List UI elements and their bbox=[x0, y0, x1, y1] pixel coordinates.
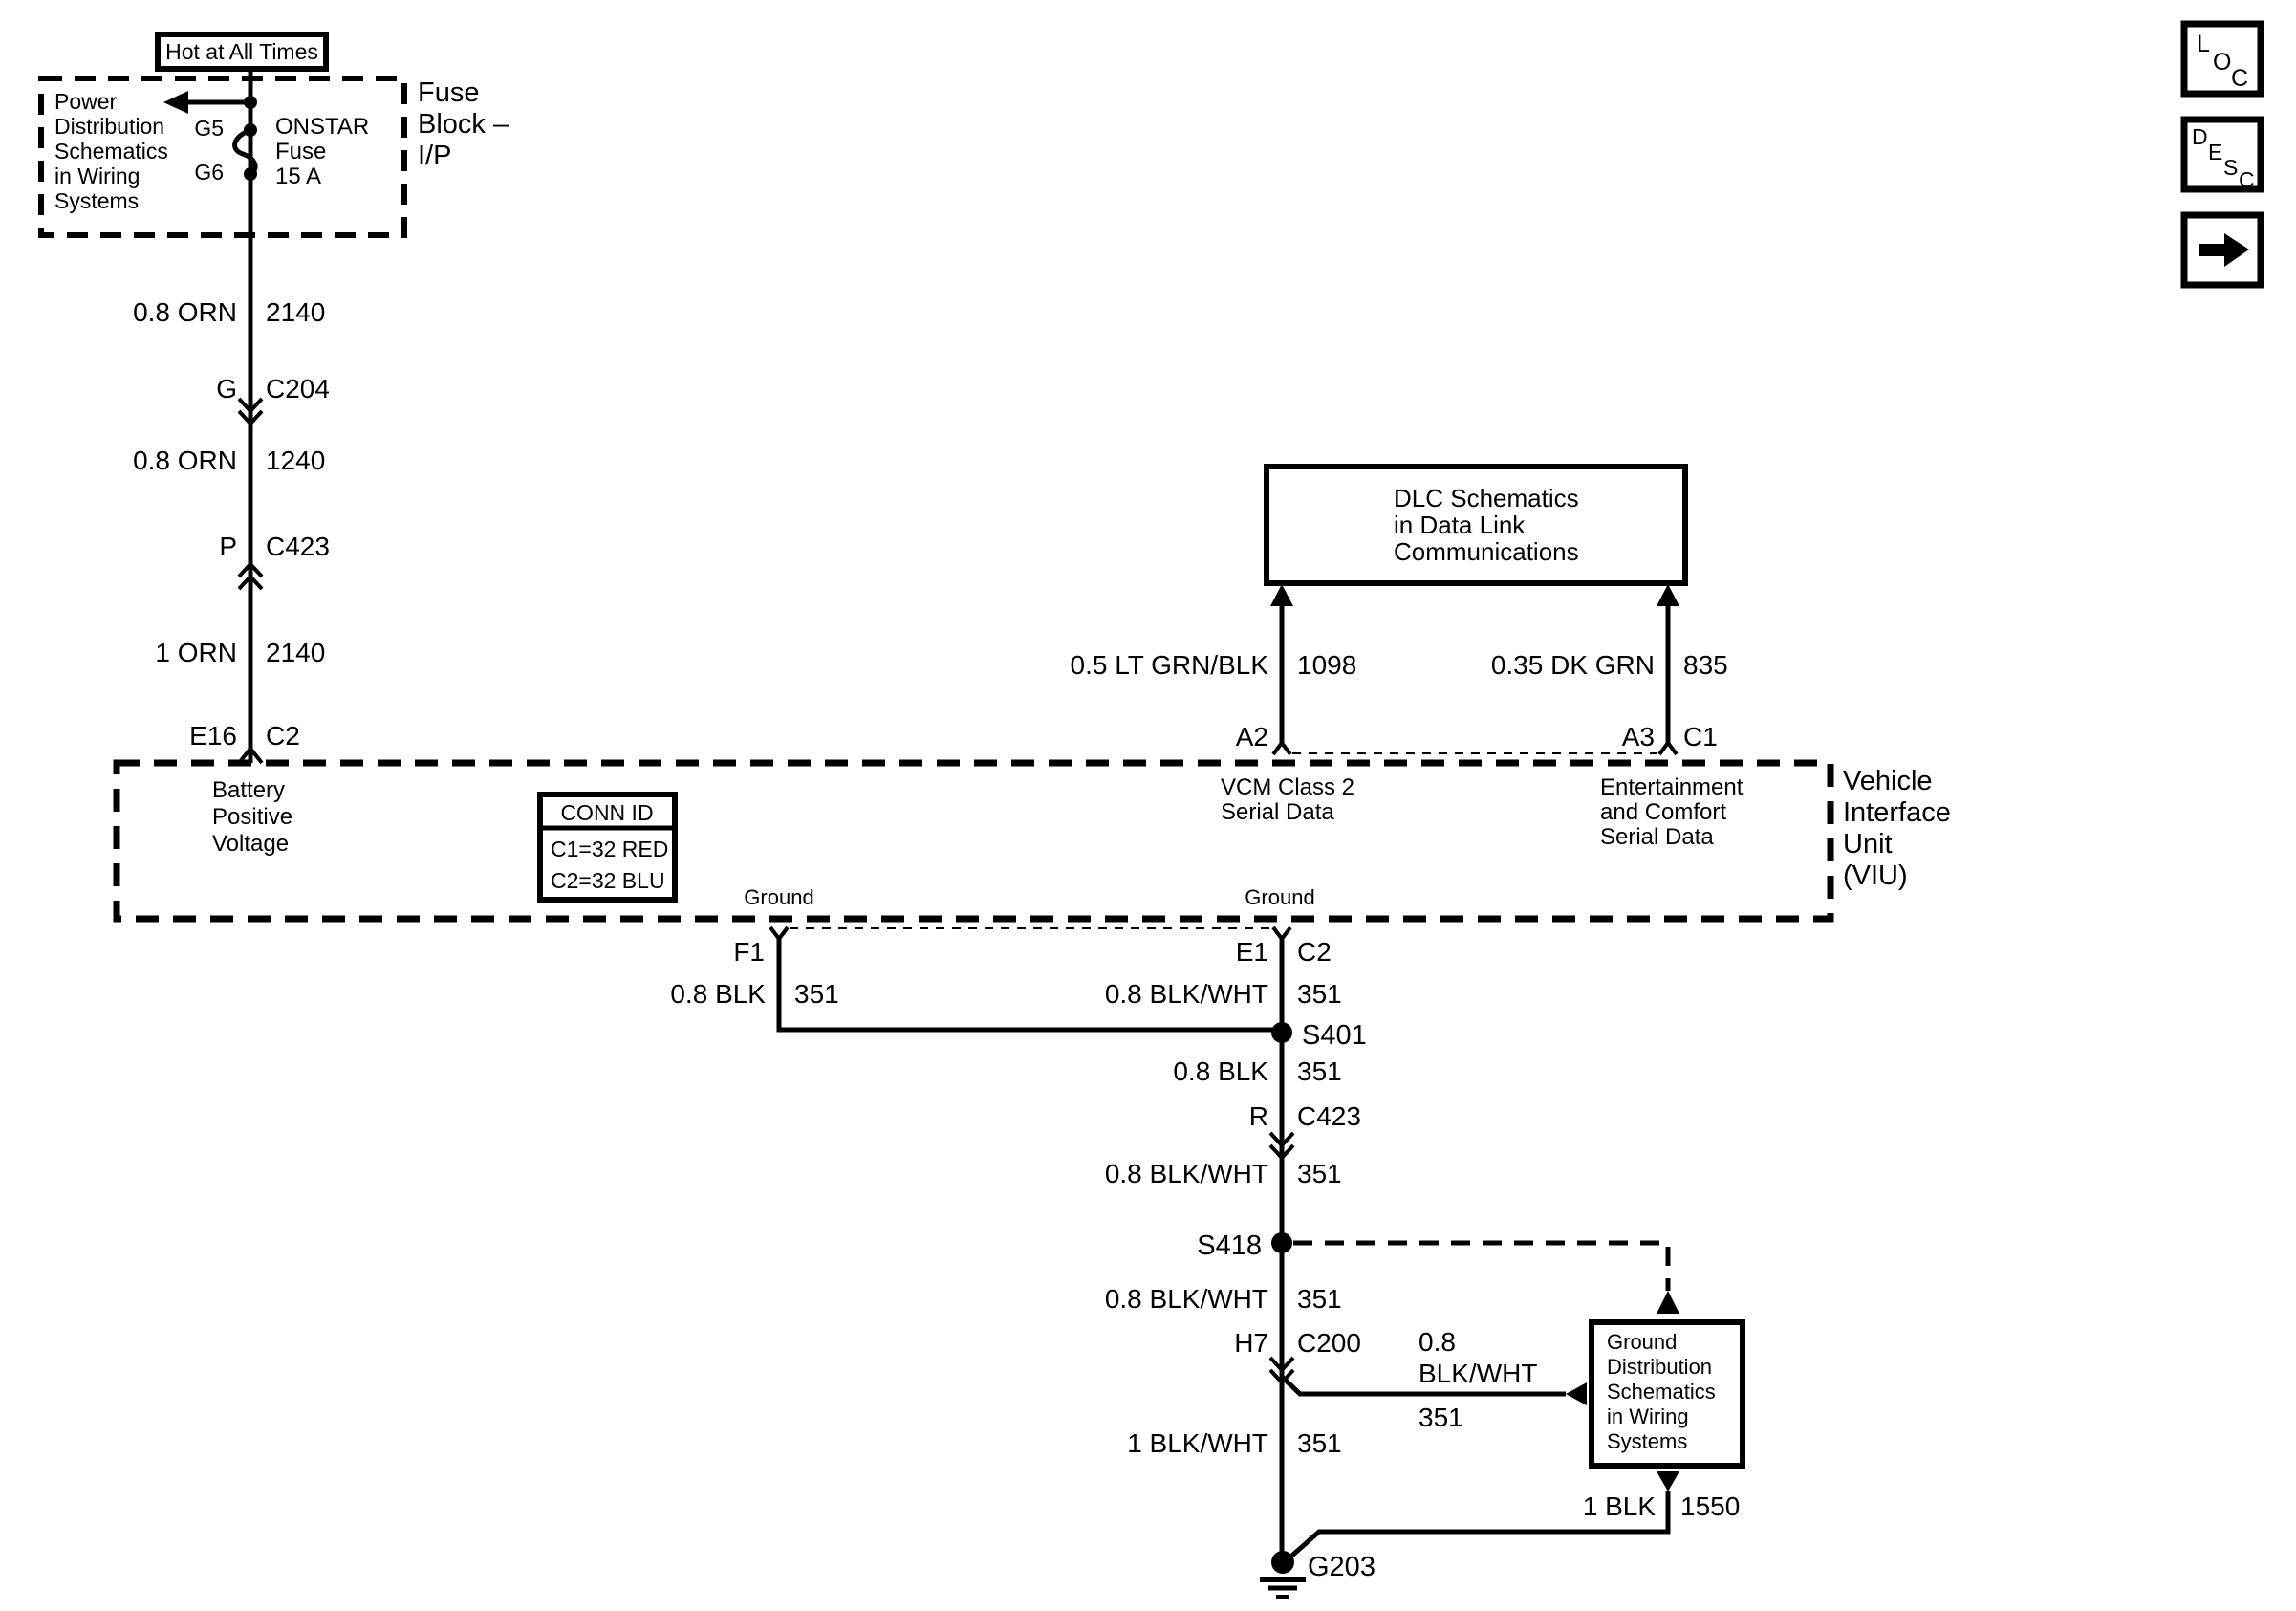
viu-dashed-box bbox=[117, 763, 1830, 919]
viu-title-line: Vehicle bbox=[1843, 766, 1933, 796]
fuse-block-title-line: I/P bbox=[418, 141, 452, 171]
dlc-ref-line: Communications bbox=[1394, 537, 1579, 566]
wire-label: 0.8 BLK/WHT bbox=[1104, 1159, 1268, 1188]
wire-label: 0.35 DK GRN bbox=[1490, 650, 1655, 680]
connector-id: C423 bbox=[1297, 1101, 1361, 1131]
branch-wire-label-line: 0.8 bbox=[1419, 1327, 1456, 1357]
fuse-name-line: Fuse bbox=[275, 139, 327, 164]
pin-exit-icon bbox=[770, 927, 788, 939]
battery-voltage-line: Voltage bbox=[212, 831, 290, 857]
desc-letter: E bbox=[2208, 140, 2223, 164]
fuse-block-section bbox=[41, 34, 509, 235]
ent-function-line: Serial Data bbox=[1600, 824, 1714, 850]
ground-dist-ref-line: Schematics bbox=[1607, 1380, 1716, 1404]
conn-id-header: CONN ID bbox=[560, 800, 654, 825]
desc-letter: C bbox=[2239, 167, 2255, 192]
down-arrow-icon bbox=[1657, 1471, 1679, 1491]
ground-dist-ref-line: Systems bbox=[1607, 1429, 1688, 1453]
viu-title-line: Interface bbox=[1843, 797, 1951, 828]
pin-entry-icon bbox=[1273, 743, 1290, 754]
dlc-ref-line: DLC Schematics bbox=[1394, 484, 1579, 512]
left-arrow-icon bbox=[163, 91, 188, 114]
s418-reference-dashed-wire bbox=[1293, 1243, 1668, 1291]
class2-function-line: Serial Data bbox=[1221, 799, 1334, 825]
circuit-number: 2140 bbox=[266, 638, 326, 667]
conn-id-row: C2=32 BLU bbox=[551, 868, 665, 893]
desc-letter: D bbox=[2192, 124, 2208, 149]
ent-function-line: and Comfort bbox=[1600, 799, 1727, 825]
connector-pin: R bbox=[1248, 1101, 1268, 1131]
viu-pin-label: E16 bbox=[189, 721, 237, 751]
circuit-number: 1240 bbox=[266, 446, 326, 475]
loc-letter: O bbox=[2213, 49, 2232, 76]
splice-dot-s401 bbox=[1271, 1022, 1292, 1043]
connector-pin: G bbox=[216, 374, 237, 403]
viu-pin-label: E1 bbox=[1235, 937, 1268, 967]
wire-label: 0.8 ORN bbox=[133, 297, 237, 327]
dlc-ref-line: in Data Link bbox=[1394, 511, 1526, 539]
ground-dist-ref-line: Distribution bbox=[1607, 1355, 1713, 1379]
viu-pin-label: A2 bbox=[1235, 722, 1268, 751]
viu-title-line: (VIU) bbox=[1843, 860, 1908, 891]
loc-letter: L bbox=[2197, 31, 2210, 57]
viu-title-line: Unit bbox=[1843, 829, 1893, 860]
ground-path-section bbox=[670, 927, 1743, 1597]
wire-label: 1 BLK bbox=[1582, 1491, 1656, 1521]
viu-connector-label: C2 bbox=[1297, 937, 1332, 967]
loc-button[interactable] bbox=[2184, 24, 2261, 94]
ent-function-line: Entertainment bbox=[1600, 774, 1744, 800]
connector-id: C200 bbox=[1297, 1328, 1361, 1358]
conn-id-row: C1=32 RED bbox=[551, 837, 669, 861]
pin-entry-icon bbox=[1659, 743, 1677, 754]
connector-id: C204 bbox=[266, 374, 330, 403]
ground-dist-ref-line: in Wiring bbox=[1607, 1404, 1689, 1428]
wire-label: 0.8 ORN bbox=[133, 446, 237, 475]
circuit-number: 351 bbox=[1297, 1428, 1342, 1458]
left-arrow-icon bbox=[1566, 1382, 1587, 1405]
up-arrow-icon bbox=[1657, 1291, 1679, 1314]
fuse-pin-g5: G5 bbox=[194, 116, 224, 141]
power-dist-ref-line: Distribution bbox=[54, 114, 165, 139]
circuit-number: 351 bbox=[1297, 1056, 1342, 1086]
desc-letter: S bbox=[2223, 155, 2239, 180]
circuit-number: 351 bbox=[794, 979, 839, 1009]
fuse-name-line: 15 A bbox=[275, 163, 322, 189]
viu-pin-label: A3 bbox=[1621, 722, 1655, 751]
wire-label: 0.8 BLK/WHT bbox=[1104, 1284, 1268, 1314]
splice-label: S418 bbox=[1197, 1230, 1262, 1261]
fuse-block-title-line: Fuse bbox=[418, 77, 480, 108]
toolbar bbox=[2184, 24, 2261, 285]
ground-dot bbox=[1271, 1551, 1294, 1574]
branch-wire-label-line: BLK/WHT bbox=[1419, 1359, 1538, 1388]
splice-dot-s418 bbox=[1271, 1232, 1292, 1253]
next-button[interactable] bbox=[2184, 215, 2261, 285]
loc-letter: C bbox=[2231, 65, 2249, 92]
viu-connector-label: C1 bbox=[1683, 722, 1718, 751]
ground-symbol-g203 bbox=[1260, 1551, 1306, 1597]
up-arrow-icon bbox=[1657, 584, 1679, 606]
ground-ref-label: G203 bbox=[1308, 1552, 1375, 1582]
viu-pin-label: F1 bbox=[733, 937, 765, 967]
viu-box-section bbox=[117, 763, 1951, 919]
hot-at-all-times-label: Hot at All Times bbox=[165, 39, 318, 64]
circuit-number: 2140 bbox=[266, 297, 326, 327]
ground-function-label: Ground bbox=[744, 885, 814, 909]
battery-voltage-line: Positive bbox=[212, 804, 293, 830]
wire-label: 0.8 BLK bbox=[1173, 1056, 1268, 1086]
up-arrow-icon bbox=[1270, 584, 1293, 606]
pin-exit-icon bbox=[1273, 927, 1290, 939]
fuse-name-line: ONSTAR bbox=[275, 114, 370, 140]
branch-wire-label-line: 351 bbox=[1419, 1403, 1463, 1432]
wire-label: 0.8 BLK/WHT bbox=[1104, 979, 1268, 1009]
viu-connector-label: C2 bbox=[266, 721, 300, 751]
circuit-number: 1098 bbox=[1297, 650, 1357, 680]
circuit-number: 351 bbox=[1297, 979, 1342, 1009]
wire-label: 1 ORN bbox=[155, 638, 237, 667]
connector-id: C423 bbox=[266, 532, 330, 561]
fuse-pin-g6: G6 bbox=[194, 160, 224, 185]
fuse-block-title-line: Block – bbox=[418, 109, 509, 140]
circuit-number: 835 bbox=[1683, 650, 1728, 680]
power-dist-ref-line: Schematics bbox=[54, 139, 168, 163]
circuit-number: 1550 bbox=[1680, 1491, 1741, 1521]
splice-label: S401 bbox=[1302, 1020, 1367, 1051]
circuit-number: 351 bbox=[1297, 1159, 1342, 1188]
power-dist-ref-line: in Wiring bbox=[54, 163, 141, 188]
connector-pin: H7 bbox=[1234, 1328, 1268, 1358]
circuit-number: 351 bbox=[1297, 1284, 1342, 1314]
power-dist-ref-line: Systems bbox=[54, 188, 140, 213]
dlc-section bbox=[1071, 467, 1728, 754]
wire-label: 0.5 LT GRN/BLK bbox=[1070, 650, 1268, 680]
wire-label: 1 BLK/WHT bbox=[1127, 1428, 1268, 1458]
connector-pin: P bbox=[219, 532, 237, 561]
right-arrow-shaft bbox=[2199, 244, 2224, 256]
conn-id-table bbox=[540, 795, 675, 900]
class2-function-line: VCM Class 2 bbox=[1221, 774, 1355, 800]
ground-function-label: Ground bbox=[1245, 885, 1315, 909]
battery-voltage-line: Battery bbox=[212, 777, 286, 803]
wire-label: 0.8 BLK bbox=[670, 979, 766, 1009]
ground-dist-ref-line: Ground bbox=[1607, 1330, 1678, 1354]
power-dist-ref-line: Power bbox=[54, 89, 118, 114]
desc-button[interactable] bbox=[2184, 120, 2261, 192]
